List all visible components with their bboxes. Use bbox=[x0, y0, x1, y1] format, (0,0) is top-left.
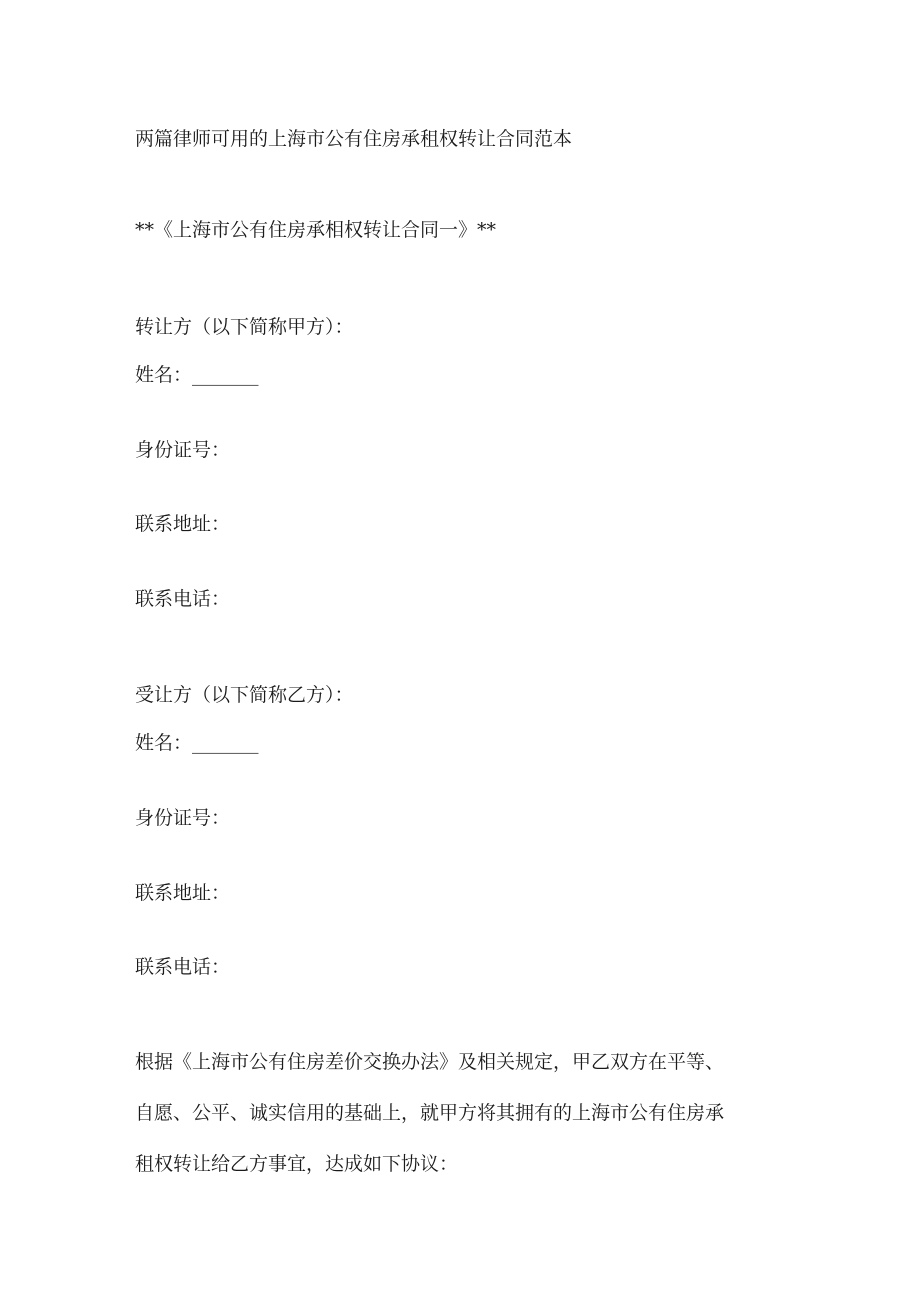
party-b-id-label: 身份证号： bbox=[135, 807, 231, 829]
party-b-phone-label: 联系电话： bbox=[135, 956, 231, 978]
party-b-name-row bbox=[135, 731, 264, 755]
party-b-heading: 受让方（以下简称乙方）： bbox=[135, 684, 354, 706]
party-a-phone-label: 联系电话： bbox=[135, 588, 231, 610]
party-b-name-label: 姓名： bbox=[135, 732, 193, 754]
party-a-name-blank: _______ bbox=[192, 364, 259, 386]
party-b-name-blank: _______ bbox=[192, 732, 259, 754]
document-title: 两篇律师可用的上海市公有住房承租权转让合同范本 bbox=[135, 128, 573, 150]
party-a-name-row bbox=[135, 363, 264, 387]
party-a-heading: 转让方（以下简称甲方）： bbox=[135, 316, 354, 338]
party-a-address-label: 联系地址： bbox=[135, 513, 231, 535]
preamble-line: 自愿、公平、诚实信用的基础上，就甲方将其拥有的上海市公有住房承 bbox=[135, 1102, 725, 1124]
party-a-name-label: 姓名： bbox=[135, 364, 193, 386]
party-a-id-label: 身份证号： bbox=[135, 439, 231, 461]
party-b-address-label: 联系地址： bbox=[135, 882, 231, 904]
preamble-line: 租权转让给乙方事宜，达成如下协议： bbox=[135, 1153, 459, 1175]
contract-subtitle: **《上海市公有住房承相权转让合同一》** bbox=[135, 219, 497, 241]
preamble-line: 根据《上海市公有住房差价交换办法》及相关规定，甲乙双方在平等、 bbox=[135, 1051, 725, 1073]
